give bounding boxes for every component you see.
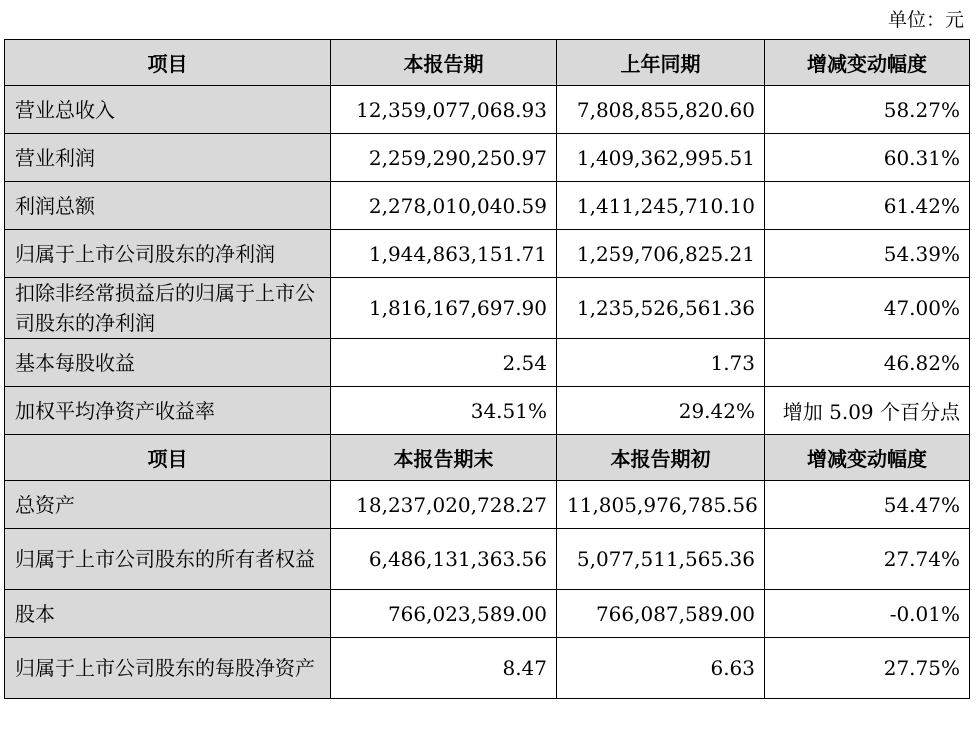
cell-previous: 11,805,976,785.56 <box>557 481 765 529</box>
cell-current: 2.54 <box>331 339 557 387</box>
table-row <box>5 230 970 278</box>
row-label: 扣除非经常损益后的归属于上市公司股东的净利润 <box>5 278 331 339</box>
cell-previous: 766,087,589.00 <box>557 590 765 638</box>
cell-current: 18,237,020,728.27 <box>331 481 557 529</box>
row-label: 利润总额 <box>5 182 331 230</box>
cell-previous: 1,411,245,710.10 <box>557 182 765 230</box>
cell-previous: 1,259,706,825.21 <box>557 230 765 278</box>
table-row <box>5 182 970 230</box>
cell-current: 34.51% <box>331 387 557 435</box>
table-row <box>5 481 970 529</box>
table-row <box>5 339 970 387</box>
cell-previous: 1,409,362,995.51 <box>557 134 765 182</box>
cell-current: 6,486,131,363.56 <box>331 529 557 590</box>
cell-change: 54.47% <box>765 481 970 529</box>
cell-previous: 1.73 <box>557 339 765 387</box>
header-change: 增减变动幅度 <box>765 435 970 481</box>
row-label: 基本每股收益 <box>5 339 331 387</box>
cell-change: 增加 5.09 个百分点 <box>765 387 970 435</box>
table-row <box>5 278 970 339</box>
cell-change: 54.39% <box>765 230 970 278</box>
header-period-start: 本报告期初 <box>557 435 765 481</box>
cell-change: 47.00% <box>765 278 970 339</box>
table-row <box>5 387 970 435</box>
header-previous-period: 上年同期 <box>557 40 765 86</box>
table-header-row <box>5 40 970 86</box>
cell-previous: 7,808,855,820.60 <box>557 86 765 134</box>
unit-label: 单位：元 <box>887 9 964 31</box>
cell-change: -0.01% <box>765 590 970 638</box>
cell-current: 8.47 <box>331 638 557 699</box>
table-row <box>5 590 970 638</box>
cell-current: 766,023,589.00 <box>331 590 557 638</box>
cell-current: 2,259,290,250.97 <box>331 134 557 182</box>
table-row <box>5 134 970 182</box>
cell-change: 27.74% <box>765 529 970 590</box>
cell-current: 1,944,863,151.71 <box>331 230 557 278</box>
cell-current: 2,278,010,040.59 <box>331 182 557 230</box>
cell-previous: 1,235,526,561.36 <box>557 278 765 339</box>
header-change: 增减变动幅度 <box>765 40 970 86</box>
header-item: 项目 <box>5 435 331 481</box>
financial-summary-table <box>4 39 970 699</box>
table-row <box>5 529 970 590</box>
row-label: 归属于上市公司股东的净利润 <box>5 230 331 278</box>
row-label: 总资产 <box>5 481 331 529</box>
header-current-period: 本报告期 <box>331 40 557 86</box>
table-header-row <box>5 435 970 481</box>
table-row <box>5 86 970 134</box>
row-label: 归属于上市公司股东的每股净资产 <box>5 638 331 699</box>
cell-current: 1,816,167,697.90 <box>331 278 557 339</box>
cell-change: 46.82% <box>765 339 970 387</box>
cell-change: 60.31% <box>765 134 970 182</box>
cell-previous: 6.63 <box>557 638 765 699</box>
row-label: 股本 <box>5 590 331 638</box>
header-item: 项目 <box>5 40 331 86</box>
cell-change: 27.75% <box>765 638 970 699</box>
row-label: 营业利润 <box>5 134 331 182</box>
cell-current: 12,359,077,068.93 <box>331 86 557 134</box>
table-row <box>5 638 970 699</box>
row-label: 加权平均净资产收益率 <box>5 387 331 435</box>
cell-change: 58.27% <box>765 86 970 134</box>
row-label: 归属于上市公司股东的所有者权益 <box>5 529 331 590</box>
cell-previous: 5,077,511,565.36 <box>557 529 765 590</box>
row-label: 营业总收入 <box>5 86 331 134</box>
header-period-end: 本报告期末 <box>331 435 557 481</box>
cell-previous: 29.42% <box>557 387 765 435</box>
cell-change: 61.42% <box>765 182 970 230</box>
